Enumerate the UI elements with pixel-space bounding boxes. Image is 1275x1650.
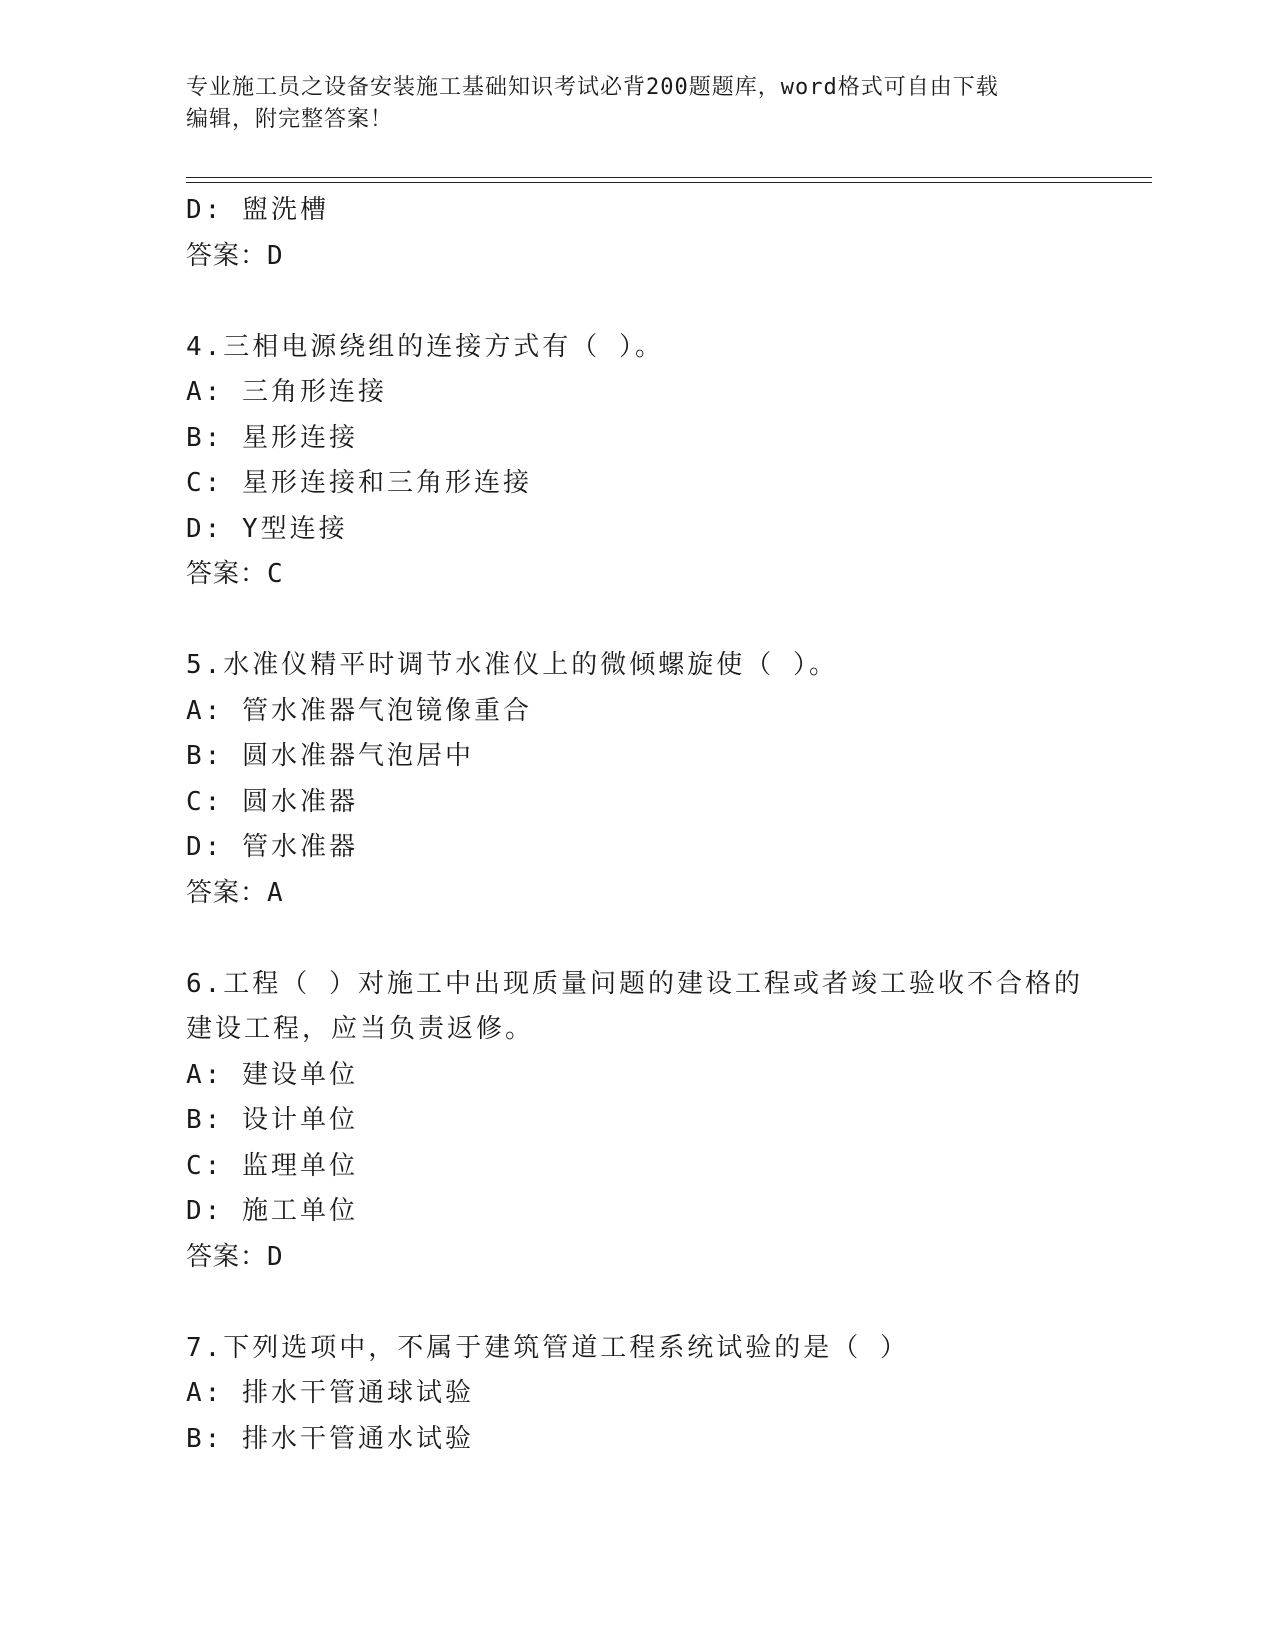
question-4 (186, 325, 1126, 598)
header-title-line-2: 编辑，附完整答案！ (186, 107, 394, 132)
option-d: D: 管水准器 (186, 832, 358, 862)
option-d: D: Y型连接 (186, 513, 348, 544)
document-header (186, 72, 1086, 136)
question-text: 7.下列选项中，不属于建筑管道工程系统试验的是（ ） (186, 1332, 909, 1363)
option-a: A: 建设单位 (186, 1059, 358, 1090)
spacer (186, 916, 1126, 962)
option-c: C: 星形连接和三角形连接 (186, 468, 532, 498)
answer: 答案：A (186, 877, 284, 908)
question-3-partial (186, 188, 1126, 279)
header-divider-bottom (186, 182, 1152, 183)
option-a: A: 排水干管通球试验 (186, 1378, 474, 1408)
option-b: B: 设计单位 (186, 1105, 358, 1135)
answer: 答案：C (186, 559, 284, 589)
option-a: A: 三角形连接 (186, 377, 387, 407)
question-7 (186, 1326, 1126, 1463)
spacer (186, 279, 1126, 325)
option-c: C: 监理单位 (186, 1150, 358, 1181)
question-text-line-2: 建设工程，应当负责返修。 (186, 1014, 535, 1044)
spacer (186, 598, 1126, 644)
answer: 答案：D (186, 1241, 284, 1272)
option-d: D: 盥洗槽 (186, 195, 329, 225)
question-text: 5.水准仪精平时调节水准仪上的微倾螺旋使（ ）。 (186, 650, 838, 680)
spacer (186, 1280, 1126, 1326)
option-d: D: 施工单位 (186, 1196, 358, 1226)
question-5 (186, 643, 1126, 916)
document-body (186, 188, 1126, 1462)
question-text-line-1: 6.工程（ ）对施工中出现质量问题的建设工程或者竣工验收不合格的 (186, 968, 1083, 999)
header-title-line-1: 专业施工员之设备安装施工基础知识考试必背200题题库，word格式可自由下载 (186, 75, 999, 100)
option-a: A: 管水准器气泡镜像重合 (186, 695, 532, 726)
option-c: C: 圆水准器 (186, 786, 358, 817)
header-divider-top (186, 177, 1152, 178)
option-b: B: 星形连接 (186, 422, 358, 453)
option-b: B: 圆水准器气泡居中 (186, 741, 474, 771)
question-text: 4.三相电源绕组的连接方式有（ ）。 (186, 331, 664, 362)
question-6 (186, 962, 1126, 1281)
option-b: B: 排水干管通水试验 (186, 1423, 474, 1454)
answer: 答案：D (186, 240, 284, 271)
